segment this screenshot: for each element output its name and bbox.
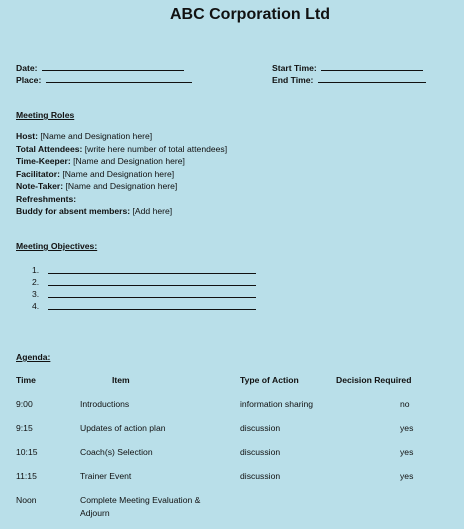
role-row (16, 156, 185, 167)
date-blank[interactable] (42, 62, 184, 71)
role-row (16, 131, 152, 142)
role-label: Host: (16, 131, 38, 141)
role-value: [write here number of total attendees] (82, 143, 228, 154)
date-label: Date: (16, 63, 38, 73)
role-row (16, 206, 172, 217)
role-label: Buddy for absent members: (16, 206, 131, 216)
start-time-label: Start Time: (272, 63, 317, 73)
place-label: Place: (16, 75, 42, 85)
agenda-decision: no (400, 399, 410, 409)
objective-number: 2. (32, 277, 40, 287)
objective-number: 4. (32, 301, 40, 311)
col-header-action: Type of Action (240, 375, 299, 385)
role-label: Refreshments: (16, 193, 77, 204)
agenda-decision: yes (400, 423, 414, 433)
agenda-item: Trainer Event (80, 471, 132, 481)
role-label: Facilitator: (16, 168, 60, 179)
end-time-label: End Time: (272, 75, 314, 85)
agenda-time: 9:00 (16, 399, 33, 409)
objective-number: 1. (32, 265, 40, 275)
role-value: [Add here] (130, 206, 173, 216)
objectives-heading: Meeting Objectives: (16, 241, 98, 251)
agenda-heading: Agenda: (16, 352, 51, 362)
agenda-time: Noon (16, 495, 37, 505)
agenda-item: Complete Meeting Evaluation & (80, 495, 201, 505)
place-row (16, 74, 192, 86)
objective-line[interactable] (48, 309, 256, 310)
col-header-item: Item (112, 375, 130, 385)
agenda-item-continued: Adjourn (80, 508, 110, 518)
role-value: [Name and Designation here] (63, 181, 178, 191)
agenda-action: discussion (240, 447, 281, 457)
agenda-action: discussion (240, 423, 281, 433)
role-value: [Name and Designation here] (37, 131, 153, 141)
objective-line[interactable] (48, 285, 256, 286)
agenda-time: 10:15 (16, 447, 38, 457)
agenda-decision: yes (400, 447, 414, 457)
agenda-time: 11:15 (16, 471, 37, 481)
role-row (16, 194, 76, 205)
role-row (16, 169, 174, 180)
document-title: ABC Corporation Ltd (170, 6, 330, 23)
col-header-time: Time (16, 375, 36, 385)
col-header-decision: Decision Required (336, 375, 412, 385)
end-time-row (272, 74, 426, 86)
agenda-action: information sharing (240, 399, 314, 409)
place-blank[interactable] (46, 74, 192, 83)
agenda-item: Updates of action plan (80, 423, 166, 433)
role-value: [Name and Designation here] (70, 156, 185, 166)
role-row (16, 144, 227, 155)
objective-number: 3. (32, 289, 40, 299)
objective-line[interactable] (48, 297, 256, 298)
role-label: Note-Taker: (16, 181, 64, 191)
role-row (16, 181, 177, 192)
role-value: [Name and Designation here] (59, 168, 175, 179)
agenda-action: discussion (240, 471, 281, 481)
agenda-decision: yes (400, 471, 414, 481)
role-label: Total Attendees: (16, 143, 83, 154)
start-time-blank[interactable] (321, 62, 423, 71)
agenda-time: 9:15 (16, 423, 33, 433)
date-row (16, 62, 184, 74)
objective-line[interactable] (48, 273, 256, 274)
roles-heading: Meeting Roles (16, 110, 75, 120)
agenda-item: Introductions (80, 399, 130, 409)
agenda-item: Coach(s) Selection (80, 447, 153, 457)
start-time-row (272, 62, 423, 74)
role-label: Time-Keeper: (16, 156, 71, 166)
end-time-blank[interactable] (318, 74, 426, 83)
